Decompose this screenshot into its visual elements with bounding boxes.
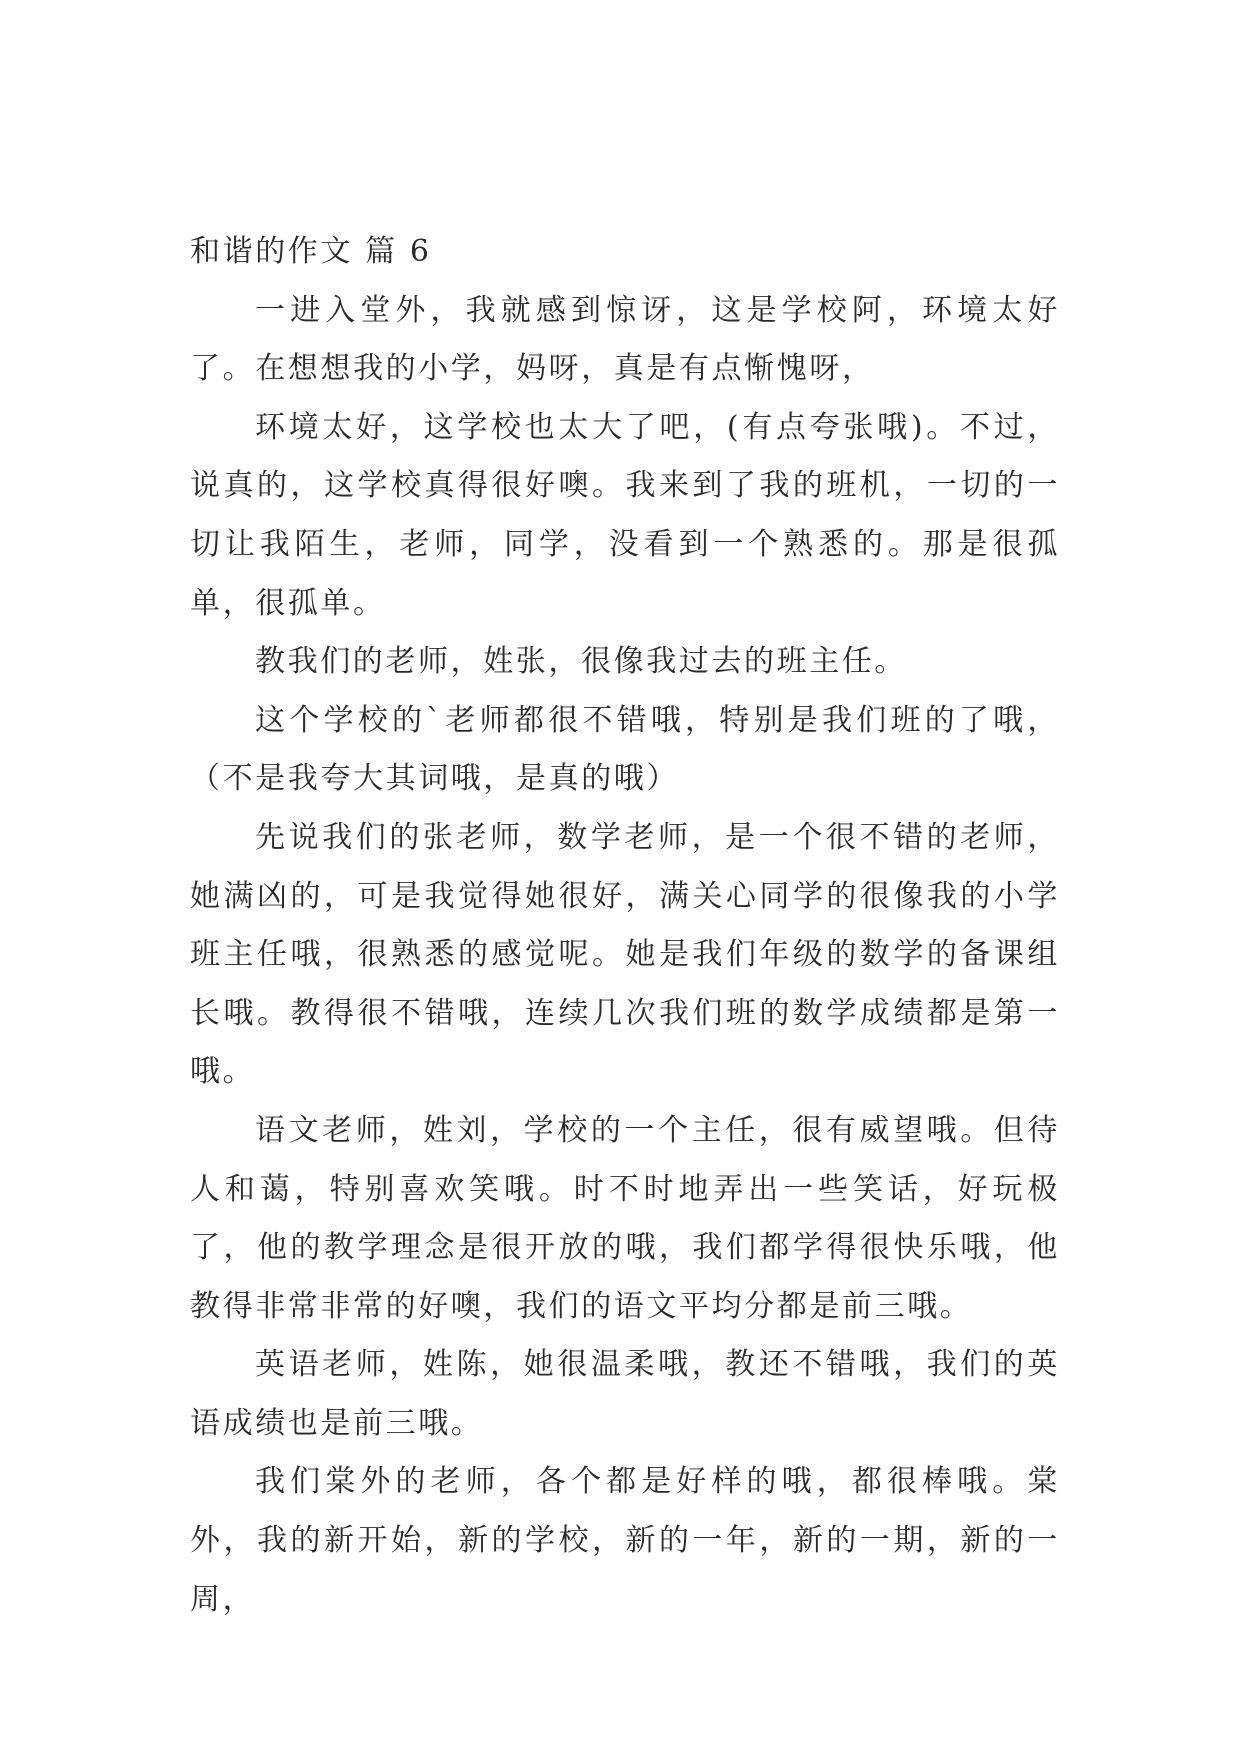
paragraph-5: 先说我们的张老师，数学老师，是一个很不错的老师，她满凶的，可是我觉得她很好，满关心同学的很像我的小学班主任哦，很熟悉的感觉呢。她是我们年级的数学的备课组长哦。教得很不错哦，连续几次我们班的数学成绩都是第一哦。 bbox=[190, 819, 1060, 1090]
paragraph-8: 我们棠外的老师，各个都是好样的哦，都很棒哦。棠外，我的新开始，新的学校，新的一年，新的一期，新的一周， bbox=[190, 1464, 1060, 1617]
paragraph-1: 一进入堂外，我就感到惊讶，这是学校阿，环境太好了。在想想我的小学，妈呀，真是有点惭愧呀， bbox=[190, 292, 1060, 387]
paragraph-6: 语文老师，姓刘，学校的一个主任，很有威望哦。但待人和蔼，特别喜欢笑哦。时不时地弄出一些笑话，好玩极了，他的教学理念是很开放的哦，我们都学得很快乐哦，他教得非常非常的好噢，我们的语文平均分都是前三哦。 bbox=[190, 1112, 1060, 1324]
essay-body bbox=[190, 223, 1060, 1629]
paragraph-7: 英语老师，姓陈，她很温柔哦，教还不错哦，我们的英语成绩也是前三哦。 bbox=[190, 1347, 1060, 1441]
paragraph-2: 环境太好，这学校也太大了吧，(有点夸张哦)。不过，说真的，这学校真得很好噢。我来到了我的班机，一切的一切让我陌生，老师，同学，没看到一个熟悉的。那是很孤单，很孤单。 bbox=[190, 409, 1060, 621]
paragraph-4: 这个学校的`老师都很不错哦，特别是我们班的了哦，（不是我夸大其词哦，是真的哦） bbox=[190, 702, 1060, 797]
paragraph-3: 教我们的老师，姓张，很像我过去的班主任。 bbox=[255, 644, 907, 680]
essay-title: 和谐的作文 篇 6 bbox=[190, 234, 432, 269]
